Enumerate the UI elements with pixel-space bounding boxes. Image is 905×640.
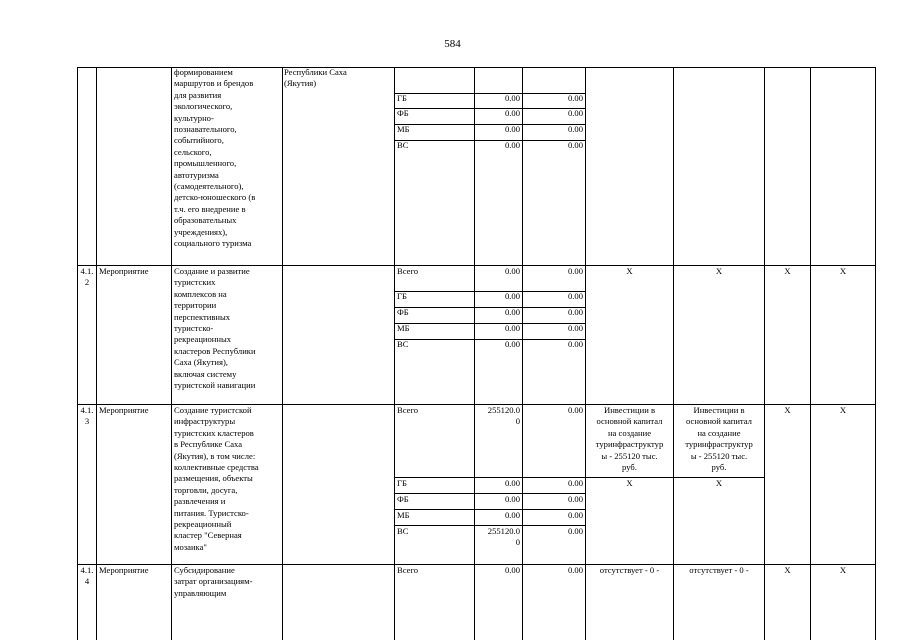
funding-source: Всего [397,565,419,575]
funding-source: МБ [397,510,410,520]
grid-line [171,67,172,640]
funding-value: 0.00 [567,510,583,520]
grid-line [522,67,523,640]
indicator-cell: X [784,405,791,415]
grid-line [282,67,283,640]
page-number: 584 [444,38,461,50]
funding-value: 0.00 [504,93,520,103]
event-name: Создание туристской инфраструктуры туристских кластеров в Республике Саха (Якутия), в том числе: коллективные средства размещения, объекты торговли, досуга, развлечения и питания. Туристско- рекреационный кластер "Северная мозаика" [174,405,259,552]
grid-line [585,67,586,640]
funding-source: ФБ [397,307,409,317]
funding-value: 0.00 [504,108,520,118]
funding-value: 0.00 [504,510,520,520]
executor: Республики Саха (Якутия) [284,67,347,89]
row-number: 4.1. 3 [80,405,94,427]
funding-value: 0.00 [504,291,520,301]
event-name: Субсидирование затрат организациям- управляющим [174,565,253,598]
funding-source: ФБ [397,108,409,118]
funding-value: 0.00 [567,307,583,317]
funding-value: 0.00 [567,405,583,415]
funding-source: ГБ [397,291,407,301]
grid-line [810,67,811,640]
funding-value: 0.00 [504,494,520,504]
grid-line [673,67,674,640]
indicator-cell: отсутствует - 0 - [599,565,660,575]
funding-value: 0.00 [504,478,520,488]
funding-value: 0.00 [567,526,583,536]
funding-value: 0.00 [504,339,520,349]
funding-value: 0.00 [567,323,583,333]
funding-source: ГБ [397,478,407,488]
funding-value: 0.00 [567,93,583,103]
funding-value: 255120.0 0 [487,405,520,427]
funding-value: 0.00 [567,565,583,575]
indicator-cell: Инвестиции в основной капитал на создание туринфраструктур ы - 255120 тыс. руб. [595,405,664,473]
funding-value: 0.00 [567,108,583,118]
funding-source: Всего [397,266,419,276]
grid-line [875,67,876,640]
indicator-cell: X [715,266,723,276]
indicator-cell: X [715,478,723,488]
funding-source: ВС [397,140,409,150]
grid-line [96,67,97,640]
funding-value: 0.00 [567,339,583,349]
funding-value: 0.00 [504,565,520,575]
funding-source: МБ [397,323,410,333]
event-name: Создание и развитие туристских комплексов на территории перспективных туристско- рекреационных кластеров Республики Саха (Якутия), включая систему туристской навигации [174,266,256,391]
funding-value: 0.00 [504,307,520,317]
funding-value: 0.00 [567,291,583,301]
funding-value: 0.00 [504,124,520,134]
funding-source: ВС [397,526,409,536]
indicator-cell: X [784,266,791,276]
row-type: Мероприятие [99,266,149,276]
grid-line [77,67,78,640]
funding-source: МБ [397,124,410,134]
indicator-cell: X [626,478,633,488]
row-number: 4.1. 2 [80,266,94,288]
funding-value: 0.00 [567,124,583,134]
funding-source: ГБ [397,93,407,103]
grid-line [474,67,475,640]
event-name: формированием маршрутов и брендов для развития экологического, культурно- познавательного, событийного, сельского, промышленного, автотуризма (самодеятельного), детско-юношеского (в т.ч. его внедрение в образовательных учреждениях), социального туризма [174,67,256,249]
funding-source: ВС [397,339,409,349]
funding-source: Всего [397,405,419,415]
indicator-cell: Инвестиции в основной капитал на создание туринфраструктур ы - 255120 тыс. руб. [685,405,753,473]
indicator-cell: X [839,405,847,415]
funding-value: 0.00 [567,266,583,276]
funding-value: 0.00 [567,494,583,504]
indicator-cell: X [839,565,847,575]
row-type: Мероприятие [99,565,149,575]
row-number: 4.1. 4 [80,565,94,587]
funding-value: 0.00 [567,140,583,150]
indicator-cell: X [626,266,633,276]
funding-value: 255120.0 0 [487,526,520,548]
funding-value: 0.00 [567,478,583,488]
funding-value: 0.00 [504,140,520,150]
funding-value: 0.00 [504,266,520,276]
grid-line [764,67,765,640]
row-type: Мероприятие [99,405,149,415]
indicator-cell: X [839,266,847,276]
funding-source: ФБ [397,494,409,504]
indicator-cell: X [784,565,791,575]
indicator-cell: отсутствует - 0 - [689,565,749,575]
grid-line [394,67,395,640]
funding-value: 0.00 [504,323,520,333]
